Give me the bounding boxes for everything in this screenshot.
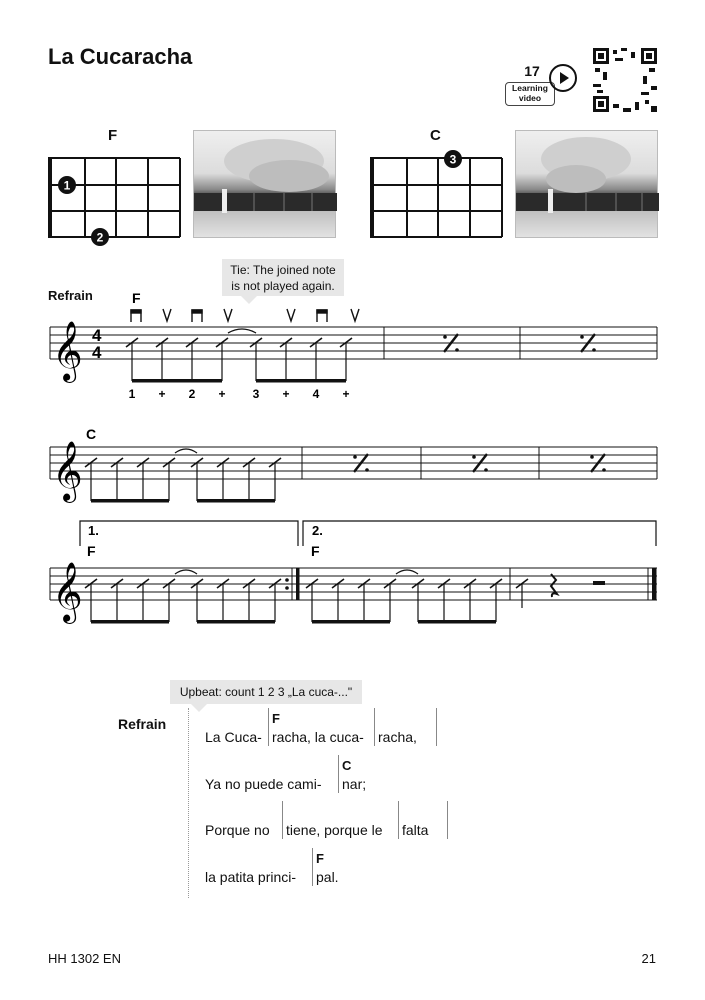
svg-text:4: 4 <box>312 387 320 401</box>
finger-label-3: 3 <box>449 152 457 167</box>
chord-symbol-f-2: F <box>311 543 320 559</box>
refrain-label-lyrics: Refrain <box>118 716 167 732</box>
time-sig-bottom: 4 <box>92 343 102 362</box>
svg-text:+: + <box>158 387 166 401</box>
bar-line <box>312 848 313 886</box>
chord-symbol-f: F <box>132 290 141 306</box>
play-icon[interactable] <box>549 64 577 92</box>
bar-line <box>398 801 399 839</box>
treble-clef-icon: 𝄞 <box>52 563 83 621</box>
treble-clef-icon: 𝄞 <box>52 322 83 380</box>
footer-code: HH 1302 EN <box>48 951 121 966</box>
staff-system-2 <box>40 425 665 510</box>
chord-diagram-f <box>44 155 184 250</box>
lyric-segment: Ya no puede cami- <box>205 776 322 792</box>
lyric-segment: nar; <box>342 776 367 792</box>
strum-symbols <box>131 309 359 322</box>
tie-callout-line2: is not played again. <box>231 279 335 293</box>
bar-line <box>282 801 283 839</box>
page-title: La Cucaracha <box>48 44 193 69</box>
time-sig-top: 4 <box>92 326 102 345</box>
upbeat-callout-pointer <box>190 703 210 713</box>
chord-symbol-f-1: F <box>87 543 96 559</box>
bar-line <box>374 708 375 746</box>
video-label-line2: video <box>518 93 542 103</box>
bar-line <box>338 755 339 793</box>
svg-text:+: + <box>282 387 290 401</box>
lyric-segment: Porque no <box>205 822 270 838</box>
svg-text:+: + <box>342 387 350 401</box>
refrain-label-music: Refrain <box>48 288 93 303</box>
lyric-segment: racha, <box>378 729 417 745</box>
lyric-segment: La Cuca- <box>205 729 262 745</box>
upbeat-callout: Upbeat: count 1 2 3 „La cuca-..." <box>170 680 362 704</box>
count-labels <box>129 387 350 401</box>
svg-text:2: 2 <box>188 387 196 401</box>
video-number: 17 <box>524 63 540 79</box>
svg-text:3: 3 <box>252 387 260 401</box>
quarter-rest-icon <box>551 574 557 597</box>
half-rest-icon <box>593 581 605 585</box>
chord-photo-f <box>193 130 336 238</box>
tie-callout <box>222 259 344 296</box>
tie-callout-line1: Tie: The joined note <box>230 263 336 277</box>
finger-label-1: 1 <box>63 178 71 193</box>
bar-line <box>268 708 269 746</box>
svg-text:+: + <box>218 387 226 401</box>
staff-system-3 <box>40 518 665 628</box>
video-label[interactable] <box>505 82 555 106</box>
video-label-line1: Learning <box>512 83 548 93</box>
lyric-chord: C <box>342 758 352 773</box>
ending-2-label: 2. <box>312 523 323 538</box>
treble-clef-icon: 𝄞 <box>52 442 83 500</box>
beam-1 <box>132 379 222 383</box>
lyric-chord: F <box>272 711 280 726</box>
lyric-segment: falta <box>402 822 429 838</box>
chord-name-c: C <box>430 127 441 144</box>
qr-code-icon[interactable] <box>593 48 657 112</box>
lyrics-divider <box>188 708 189 898</box>
lyric-segment: tiene, porque le <box>286 822 383 838</box>
beam-2 <box>256 379 346 383</box>
finger-label-2: 2 <box>96 230 104 245</box>
chord-diagram-c <box>366 152 506 250</box>
ending-1-label: 1. <box>88 523 99 538</box>
page-number: 21 <box>641 951 656 966</box>
bar-line <box>436 708 437 746</box>
chord-name-f: F <box>108 127 118 144</box>
bar-line <box>447 801 448 839</box>
svg-text:1: 1 <box>128 387 136 401</box>
lyric-segment: la patita princi- <box>205 869 297 885</box>
lyric-segment: pal. <box>316 869 339 885</box>
lyric-chord: F <box>316 851 324 866</box>
lyric-segment: racha, la cuca- <box>272 729 364 745</box>
tie-arc <box>228 329 256 333</box>
chord-photo-c <box>515 130 658 238</box>
chord-symbol-c: C <box>86 426 97 442</box>
